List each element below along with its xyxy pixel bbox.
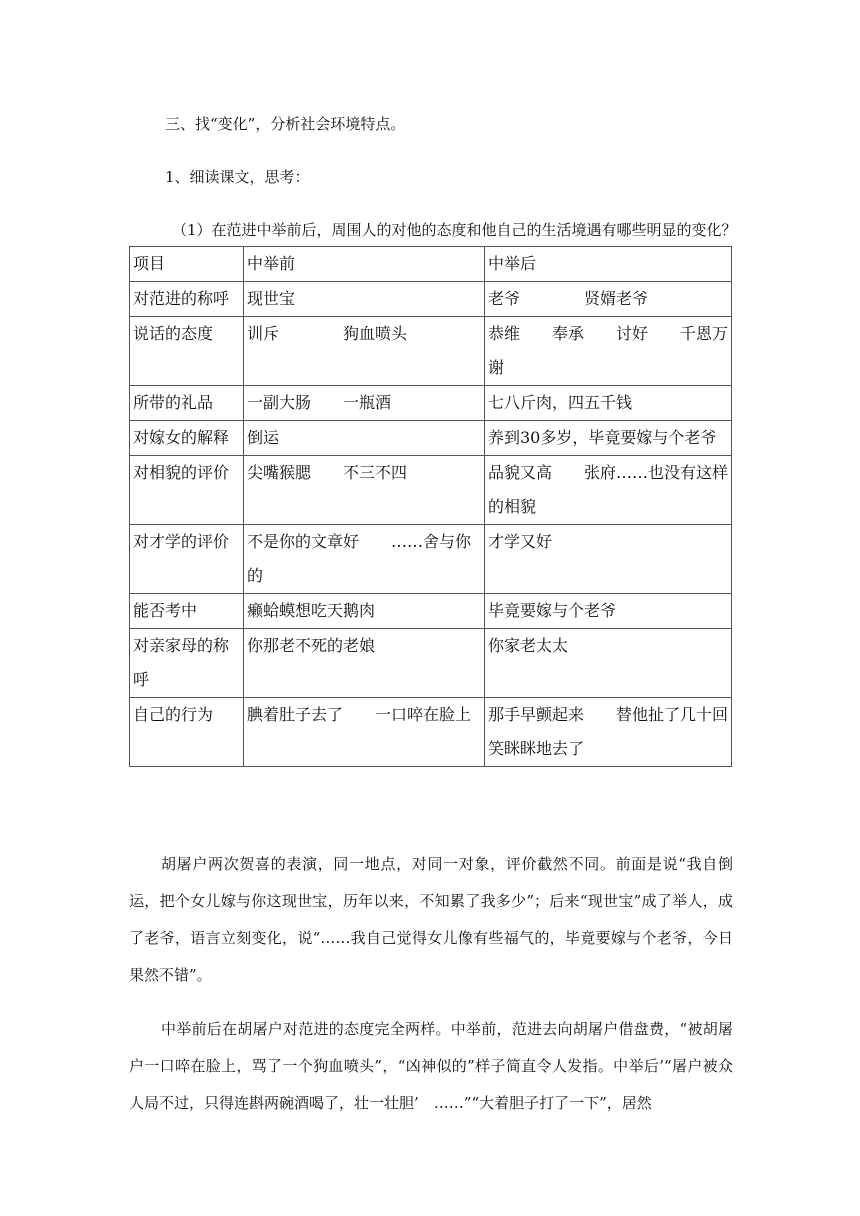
before-cell: 不是你的文章好 ……舍与你的 xyxy=(244,525,485,594)
header-after: 中举后 xyxy=(485,247,732,282)
row-label: 所带的礼品 xyxy=(130,386,244,421)
row-label: 自己的行为 xyxy=(130,698,244,767)
table-row xyxy=(130,698,732,767)
table-row xyxy=(130,456,732,525)
before-cell: 倒运 xyxy=(244,421,485,456)
table-header-row xyxy=(130,247,732,282)
header-item: 项目 xyxy=(130,247,244,282)
after-cell: 那手早颤起来 替他扯了几十回 笑眯眯地去了 xyxy=(485,698,732,767)
question-text: （1）在范进中举前后，周围人的对他的态度和他自己的生活境遇有哪些明显的变化？ xyxy=(172,221,737,239)
body-paragraph: 胡屠户两次贺喜的表演，同一地点，对同一对象，评价截然不同。前面是说“我自倒运，把个女儿嫁与你这现世宝，历年以来，不知累了我多少”；后来“现世宝”成了举人，成了老爷，语言立刻变化，说“……我自己觉得女儿像有些福气的，毕竟要嫁与个老爷，今日果然不错”。 xyxy=(129,855,733,984)
after-cell: 毕竟要嫁与个老爷 xyxy=(485,594,732,629)
comparison-table xyxy=(129,246,761,767)
row-label: 对才学的评价 xyxy=(130,525,244,594)
after-cell: 才学又好 xyxy=(485,525,732,594)
table-row xyxy=(130,629,732,698)
row-label: 说话的态度 xyxy=(130,317,244,386)
before-cell: 腆着肚子去了 一口啐在脸上 xyxy=(244,698,485,767)
before-cell: 现世宝 xyxy=(244,282,485,317)
before-cell: 训斥 狗血喷头 xyxy=(244,317,485,386)
row-label: 对范进的称呼 xyxy=(130,282,244,317)
after-cell: 养到30多岁，毕竟要嫁与个老爷 xyxy=(485,421,732,456)
header-before: 中举前 xyxy=(244,247,485,282)
row-label: 能否考中 xyxy=(130,594,244,629)
before-cell: 癞蛤蟆想吃天鹅肉 xyxy=(244,594,485,629)
table-row xyxy=(130,525,732,594)
after-cell: 老爷 贤婿老爷 xyxy=(485,282,732,317)
sub-heading: 1、细读课文，思考： xyxy=(165,168,310,186)
table-row xyxy=(130,282,732,317)
row-label: 对嫁女的解释 xyxy=(130,421,244,456)
table-row xyxy=(130,421,732,456)
section-heading: 三、找“变化”，分析社会环境特点。 xyxy=(165,115,406,133)
after-cell: 七八斤肉，四五千钱 xyxy=(485,386,732,421)
after-cell: 恭维 奉承 讨好 千恩万谢 xyxy=(485,317,732,386)
before-cell: 尖嘴猴腮 不三不四 xyxy=(244,456,485,525)
after-cell: 你家老太太 xyxy=(485,629,732,698)
after-cell: 品貌又高 张府……也没有这样的相貌 xyxy=(485,456,732,525)
before-cell: 你那老不死的老娘 xyxy=(244,629,485,698)
before-cell: 一副大肠 一瓶酒 xyxy=(244,386,485,421)
row-label: 对亲家母的称呼 xyxy=(130,629,244,698)
table-row xyxy=(130,317,732,386)
table-row xyxy=(130,594,732,629)
table-row xyxy=(130,386,732,421)
row-label: 对相貌的评价 xyxy=(130,456,244,525)
body-paragraph: 中举前后在胡屠户对范进的态度完全两样。中举前，范进去向胡屠户借盘费，“被胡屠户一口啐在脸上，骂了一个狗血喷头”，“凶神似的”样子简直令人发指。中举后’“屠户被众人局不过，只得连斟两碗酒喝了，壮一壮胆’ ……”“大着胆子打了一下”，居然 xyxy=(129,1020,733,1112)
